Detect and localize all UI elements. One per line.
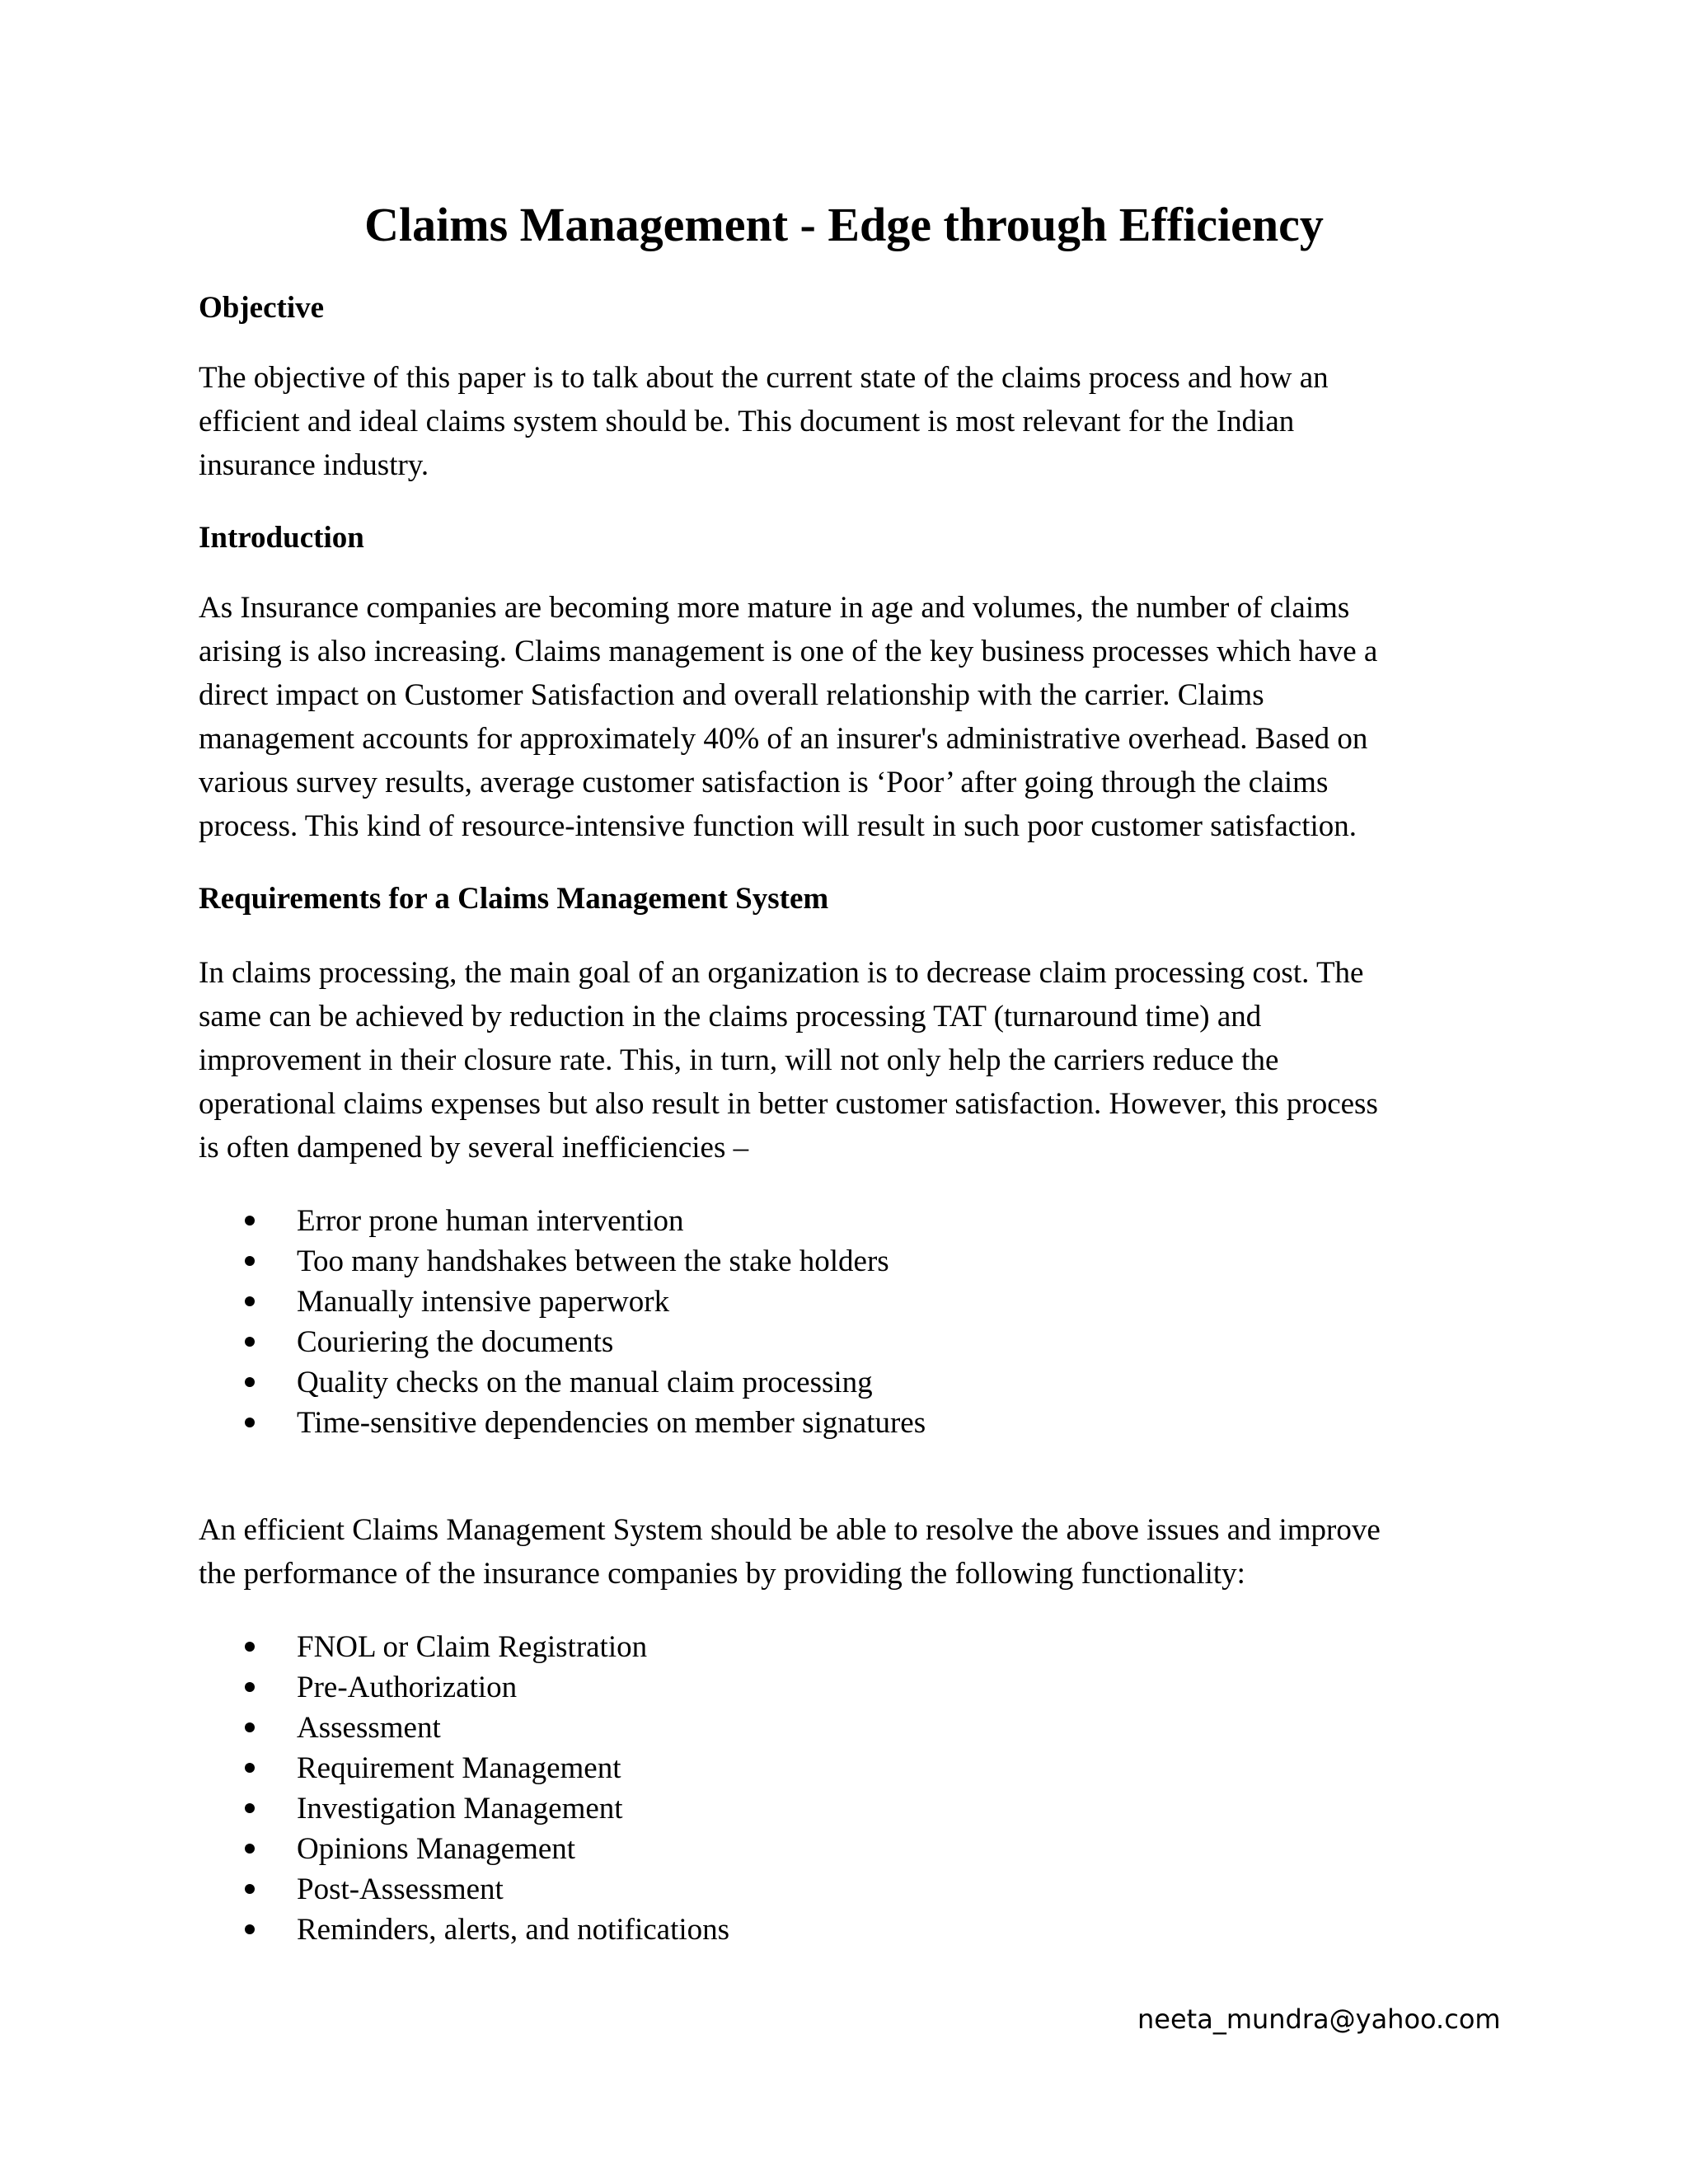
list-item-text: Manually intensive paperwork [297,1285,670,1319]
footer-email: neeta_mundra@yahoo.com [1137,2004,1501,2035]
introduction-heading: Introduction [199,521,364,555]
requirements-heading: Requirements for a Claims Management System [199,882,829,916]
list-item [199,1241,926,1282]
list-item [199,1788,729,1829]
paragraph-line: same can be achieved by reduction in the claims processing TAT (turnaround time) and [199,1000,1262,1033]
paragraph-line: The objective of this paper is to talk about the current state of the claims process and how an [199,361,1329,395]
paragraph-line: In claims processing, the main goal of an organization is to decrease claim processing cost. The [199,956,1364,990]
requirements-paragraph [199,951,1378,1169]
list-item [199,1910,729,1950]
paragraph-line: insurance industry. [199,448,429,482]
list-item [199,1322,926,1362]
list-item-text: Investigation Management [297,1792,623,1825]
paragraph-line: direct impact on Customer Satisfaction and overall relationship with the carrier. Claims [199,678,1264,712]
list-item-text: Couriering the documents [297,1325,614,1359]
inefficiencies-list [199,1201,926,1443]
paragraph-line: process. This kind of resource-intensive function will result in such poor customer satisfaction. [199,809,1357,843]
bullet-icon [245,1803,255,1813]
bullet-icon [245,1377,255,1387]
list-item [199,1667,729,1708]
list-item-text: Reminders, alerts, and notifications [297,1913,730,1947]
paragraph-line: operational claims expenses but also result in better customer satisfaction. However, this process [199,1087,1378,1121]
list-item-text: FNOL or Claim Registration [297,1630,648,1664]
bullet-icon [245,1884,255,1894]
bullet-icon [245,1216,255,1226]
paragraph-line: arising is also increasing. Claims management is one of the key business processes which have a [199,635,1378,668]
list-item [199,1201,926,1241]
bullet-icon [245,1924,255,1934]
list-item-text: Requirement Management [297,1751,621,1785]
bullet-icon [245,1682,255,1692]
paragraph-line: various survey results, average customer satisfaction is ‘Poor’ after going through the claims [199,766,1329,799]
list-item-text: Time-sensitive dependencies on member signatures [297,1406,926,1440]
list-item [199,1869,729,1910]
list-item-text: Assessment [297,1711,441,1745]
list-item [199,1403,926,1443]
list-item-text: Post-Assessment [297,1872,504,1906]
bullet-icon [245,1763,255,1773]
bullet-icon [245,1722,255,1732]
list-item [199,1708,729,1748]
paragraph-line: An efficient Claims Management System should be able to resolve the above issues and improve [199,1513,1381,1547]
bullet-icon [245,1418,255,1427]
list-item [199,1748,729,1788]
document-title: Claims Management - Edge through Efficiency [364,198,1324,251]
objective-paragraph [199,356,1329,487]
paragraph-line: is often dampened by several inefficiencies – [199,1131,749,1165]
bullet-icon [245,1256,255,1266]
list-item-text: Quality checks on the manual claim processing [297,1366,873,1399]
functionality-list [199,1627,729,1950]
paragraph-line: management accounts for approximately 40% of an insurer's administrative overhead. Based on [199,722,1368,756]
list-item-text: Pre-Authorization [297,1671,518,1704]
bullet-icon [245,1642,255,1652]
functionality-intro-paragraph [199,1508,1381,1596]
paragraph-line: improvement in their closure rate. This, in turn, will not only help the carriers reduce the [199,1043,1279,1077]
bullet-icon [245,1844,255,1854]
list-item [199,1282,926,1322]
objective-heading: Objective [199,291,325,325]
list-item [199,1829,729,1869]
bullet-icon [245,1337,255,1347]
list-item-text: Error prone human intervention [297,1204,684,1238]
list-item [199,1362,926,1403]
list-item [199,1627,729,1667]
bullet-icon [245,1296,255,1306]
paragraph-line: As Insurance companies are becoming more mature in age and volumes, the number of claims [199,591,1350,625]
list-item-text: Opinions Management [297,1832,576,1866]
paragraph-line: the performance of the insurance companies by providing the following functionality: [199,1557,1245,1591]
introduction-paragraph [199,586,1377,848]
paragraph-line: efficient and ideal claims system should be. This document is most relevant for the Indian [199,405,1295,438]
list-item-text: Too many handshakes between the stake holders [297,1244,889,1278]
